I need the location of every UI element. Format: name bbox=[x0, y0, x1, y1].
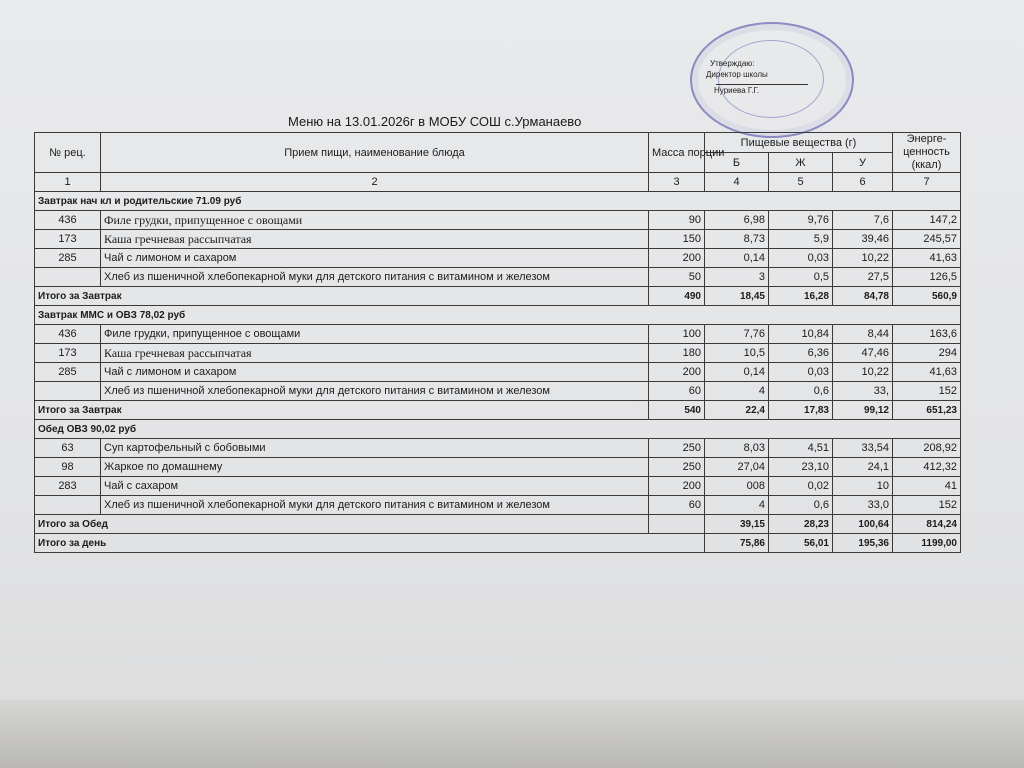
dish-name: Филе грудки, припущенное с овощами bbox=[101, 325, 649, 344]
total-mass: 490 bbox=[649, 287, 705, 306]
section-total-row bbox=[35, 287, 961, 306]
dish-name: Каша гречневая рассыпчатая bbox=[101, 230, 649, 249]
dish-fat: 4,51 bbox=[769, 439, 833, 458]
header-index: 4 bbox=[705, 173, 769, 192]
dish-energy: 294 bbox=[893, 344, 961, 363]
dish-recipe-number: 285 bbox=[35, 363, 101, 382]
dish-fat: 5,9 bbox=[769, 230, 833, 249]
dish-energy: 208,92 bbox=[893, 439, 961, 458]
total-energy: 560,9 bbox=[893, 287, 961, 306]
dish-carbs: 7,6 bbox=[833, 211, 893, 230]
dish-fat: 0,02 bbox=[769, 477, 833, 496]
dish-recipe-number: 173 bbox=[35, 230, 101, 249]
dish-recipe-number: 436 bbox=[35, 325, 101, 344]
header-energy: Энерге-ценность (ккал) bbox=[893, 133, 961, 173]
day-total-label: Итого за день bbox=[35, 534, 705, 553]
header-zh: Ж bbox=[769, 153, 833, 173]
table-row bbox=[35, 344, 961, 363]
dish-protein: 0,14 bbox=[705, 249, 769, 268]
section-total-row bbox=[35, 515, 961, 534]
table-row bbox=[35, 439, 961, 458]
total-mass: 540 bbox=[649, 401, 705, 420]
table-row bbox=[35, 496, 961, 515]
header-name: Прием пищи, наименование блюда bbox=[101, 133, 649, 173]
page-title: Меню на 13.01.2026г в МОБУ СОШ с.Урманаево bbox=[288, 114, 582, 129]
dish-fat: 0,5 bbox=[769, 268, 833, 287]
dish-recipe-number bbox=[35, 496, 101, 515]
dish-carbs: 10,22 bbox=[833, 249, 893, 268]
dish-fat: 0,03 bbox=[769, 249, 833, 268]
dish-carbs: 24,1 bbox=[833, 458, 893, 477]
day-total-protein: 75,86 bbox=[705, 534, 769, 553]
dish-fat: 0,6 bbox=[769, 382, 833, 401]
table-row bbox=[35, 477, 961, 496]
dish-fat: 6,36 bbox=[769, 344, 833, 363]
section-total-label: Итого за Завтрак bbox=[35, 287, 649, 306]
dish-carbs: 33,0 bbox=[833, 496, 893, 515]
menu-table bbox=[34, 132, 961, 553]
table-row bbox=[35, 249, 961, 268]
dish-carbs: 8,44 bbox=[833, 325, 893, 344]
dish-carbs: 33,54 bbox=[833, 439, 893, 458]
total-energy: 651,23 bbox=[893, 401, 961, 420]
dish-protein: 3 bbox=[705, 268, 769, 287]
dish-fat: 0,03 bbox=[769, 363, 833, 382]
approval-line-3: Нуриева Г.Г. bbox=[714, 86, 760, 95]
total-protein: 39,15 bbox=[705, 515, 769, 534]
table-row bbox=[35, 458, 961, 477]
dish-protein: 0,14 bbox=[705, 363, 769, 382]
dish-mass: 200 bbox=[649, 363, 705, 382]
dish-carbs: 39,46 bbox=[833, 230, 893, 249]
dish-carbs: 27,5 bbox=[833, 268, 893, 287]
total-fat: 28,23 bbox=[769, 515, 833, 534]
dish-carbs: 10 bbox=[833, 477, 893, 496]
dish-name: Хлеб из пшеничной хлебопекарной муки для детского питания с витамином и железом bbox=[101, 382, 649, 401]
dish-carbs: 33, bbox=[833, 382, 893, 401]
dish-mass: 250 bbox=[649, 458, 705, 477]
dish-protein: 7,76 bbox=[705, 325, 769, 344]
section-title: Завтрак ММС и ОВЗ 78,02 руб bbox=[35, 306, 961, 325]
dish-energy: 147,2 bbox=[893, 211, 961, 230]
dish-protein: 27,04 bbox=[705, 458, 769, 477]
day-total-carbs: 195,36 bbox=[833, 534, 893, 553]
dish-recipe-number: 285 bbox=[35, 249, 101, 268]
dish-mass: 60 bbox=[649, 496, 705, 515]
total-fat: 17,83 bbox=[769, 401, 833, 420]
day-total-row bbox=[35, 534, 961, 553]
total-carbs: 84,78 bbox=[833, 287, 893, 306]
dish-protein: 10,5 bbox=[705, 344, 769, 363]
dish-fat: 23,10 bbox=[769, 458, 833, 477]
approval-block bbox=[700, 58, 840, 96]
dish-name: Жаркое по домашнему bbox=[101, 458, 649, 477]
approval-line-1: Утверждаю: bbox=[710, 59, 755, 68]
dish-name: Каша гречневая рассыпчатая bbox=[101, 344, 649, 363]
dish-mass: 250 bbox=[649, 439, 705, 458]
total-carbs: 99,12 bbox=[833, 401, 893, 420]
table-row bbox=[35, 382, 961, 401]
dish-name: Филе грудки, припущенное с овощами bbox=[101, 211, 649, 230]
dish-protein: 008 bbox=[705, 477, 769, 496]
dish-energy: 41,63 bbox=[893, 249, 961, 268]
dish-recipe-number: 436 bbox=[35, 211, 101, 230]
header-index: 5 bbox=[769, 173, 833, 192]
header-index: 1 bbox=[35, 173, 101, 192]
section-total-label: Итого за Обед bbox=[35, 515, 649, 534]
dish-carbs: 47,46 bbox=[833, 344, 893, 363]
table-row bbox=[35, 211, 961, 230]
dish-energy: 163,6 bbox=[893, 325, 961, 344]
total-carbs: 100,64 bbox=[833, 515, 893, 534]
dish-energy: 245,57 bbox=[893, 230, 961, 249]
dish-energy: 41,63 bbox=[893, 363, 961, 382]
dish-protein: 8,73 bbox=[705, 230, 769, 249]
dish-name: Чай с сахаром bbox=[101, 477, 649, 496]
section-title: Завтрак нач кл и родительские 71.09 руб bbox=[35, 192, 961, 211]
dish-mass: 100 bbox=[649, 325, 705, 344]
table-row bbox=[35, 325, 961, 344]
dish-recipe-number bbox=[35, 268, 101, 287]
dish-recipe-number: 63 bbox=[35, 439, 101, 458]
header-b: Б bbox=[705, 153, 769, 173]
header-index: 7 bbox=[893, 173, 961, 192]
total-protein: 22,4 bbox=[705, 401, 769, 420]
dish-name: Чай с лимоном и сахаром bbox=[101, 249, 649, 268]
header-index: 2 bbox=[101, 173, 649, 192]
section-header-row bbox=[35, 306, 961, 325]
dish-protein: 6,98 bbox=[705, 211, 769, 230]
dish-mass: 200 bbox=[649, 477, 705, 496]
dish-name: Хлеб из пшеничной хлебопекарной муки для детского питания с витамином и железом bbox=[101, 268, 649, 287]
total-mass bbox=[649, 515, 705, 534]
table-row bbox=[35, 363, 961, 382]
dish-protein: 4 bbox=[705, 382, 769, 401]
header-index: 6 bbox=[833, 173, 893, 192]
header-u: У bbox=[833, 153, 893, 173]
table-row bbox=[35, 268, 961, 287]
header-index: 3 bbox=[649, 173, 705, 192]
dish-fat: 0,6 bbox=[769, 496, 833, 515]
dish-mass: 60 bbox=[649, 382, 705, 401]
total-energy: 814,24 bbox=[893, 515, 961, 534]
day-total-energy: 1199,00 bbox=[893, 534, 961, 553]
section-total-row bbox=[35, 401, 961, 420]
dish-name: Хлеб из пшеничной хлебопекарной муки для детского питания с витамином и железом bbox=[101, 496, 649, 515]
dish-protein: 4 bbox=[705, 496, 769, 515]
header-num: № рец. bbox=[35, 133, 101, 173]
dish-protein: 8,03 bbox=[705, 439, 769, 458]
section-header-row bbox=[35, 192, 961, 211]
dish-fat: 9,76 bbox=[769, 211, 833, 230]
section-header-row bbox=[35, 420, 961, 439]
dish-mass: 150 bbox=[649, 230, 705, 249]
dish-mass: 180 bbox=[649, 344, 705, 363]
dish-energy: 152 bbox=[893, 496, 961, 515]
dish-mass: 50 bbox=[649, 268, 705, 287]
header-mass: Масса порции bbox=[649, 133, 705, 173]
dish-energy: 41 bbox=[893, 477, 961, 496]
dish-mass: 90 bbox=[649, 211, 705, 230]
dish-name: Чай с лимоном и сахаром bbox=[101, 363, 649, 382]
day-total-fat: 56,01 bbox=[769, 534, 833, 553]
dish-fat: 10,84 bbox=[769, 325, 833, 344]
header-nutrients: Пищевые вещества (г) bbox=[705, 133, 893, 153]
dish-recipe-number: 283 bbox=[35, 477, 101, 496]
dish-mass: 200 bbox=[649, 249, 705, 268]
dish-recipe-number: 98 bbox=[35, 458, 101, 477]
dish-energy: 126,5 bbox=[893, 268, 961, 287]
section-title: Обед ОВЗ 90,02 руб bbox=[35, 420, 961, 439]
total-protein: 18,45 bbox=[705, 287, 769, 306]
desk-surface bbox=[0, 700, 1024, 768]
table-row bbox=[35, 230, 961, 249]
approval-line-2: Директор школы bbox=[706, 70, 768, 79]
dish-carbs: 10,22 bbox=[833, 363, 893, 382]
dish-recipe-number: 173 bbox=[35, 344, 101, 363]
dish-energy: 412,32 bbox=[893, 458, 961, 477]
total-fat: 16,28 bbox=[769, 287, 833, 306]
dish-recipe-number bbox=[35, 382, 101, 401]
dish-energy: 152 bbox=[893, 382, 961, 401]
section-total-label: Итого за Завтрак bbox=[35, 401, 649, 420]
dish-name: Суп картофельный с бобовыми bbox=[101, 439, 649, 458]
